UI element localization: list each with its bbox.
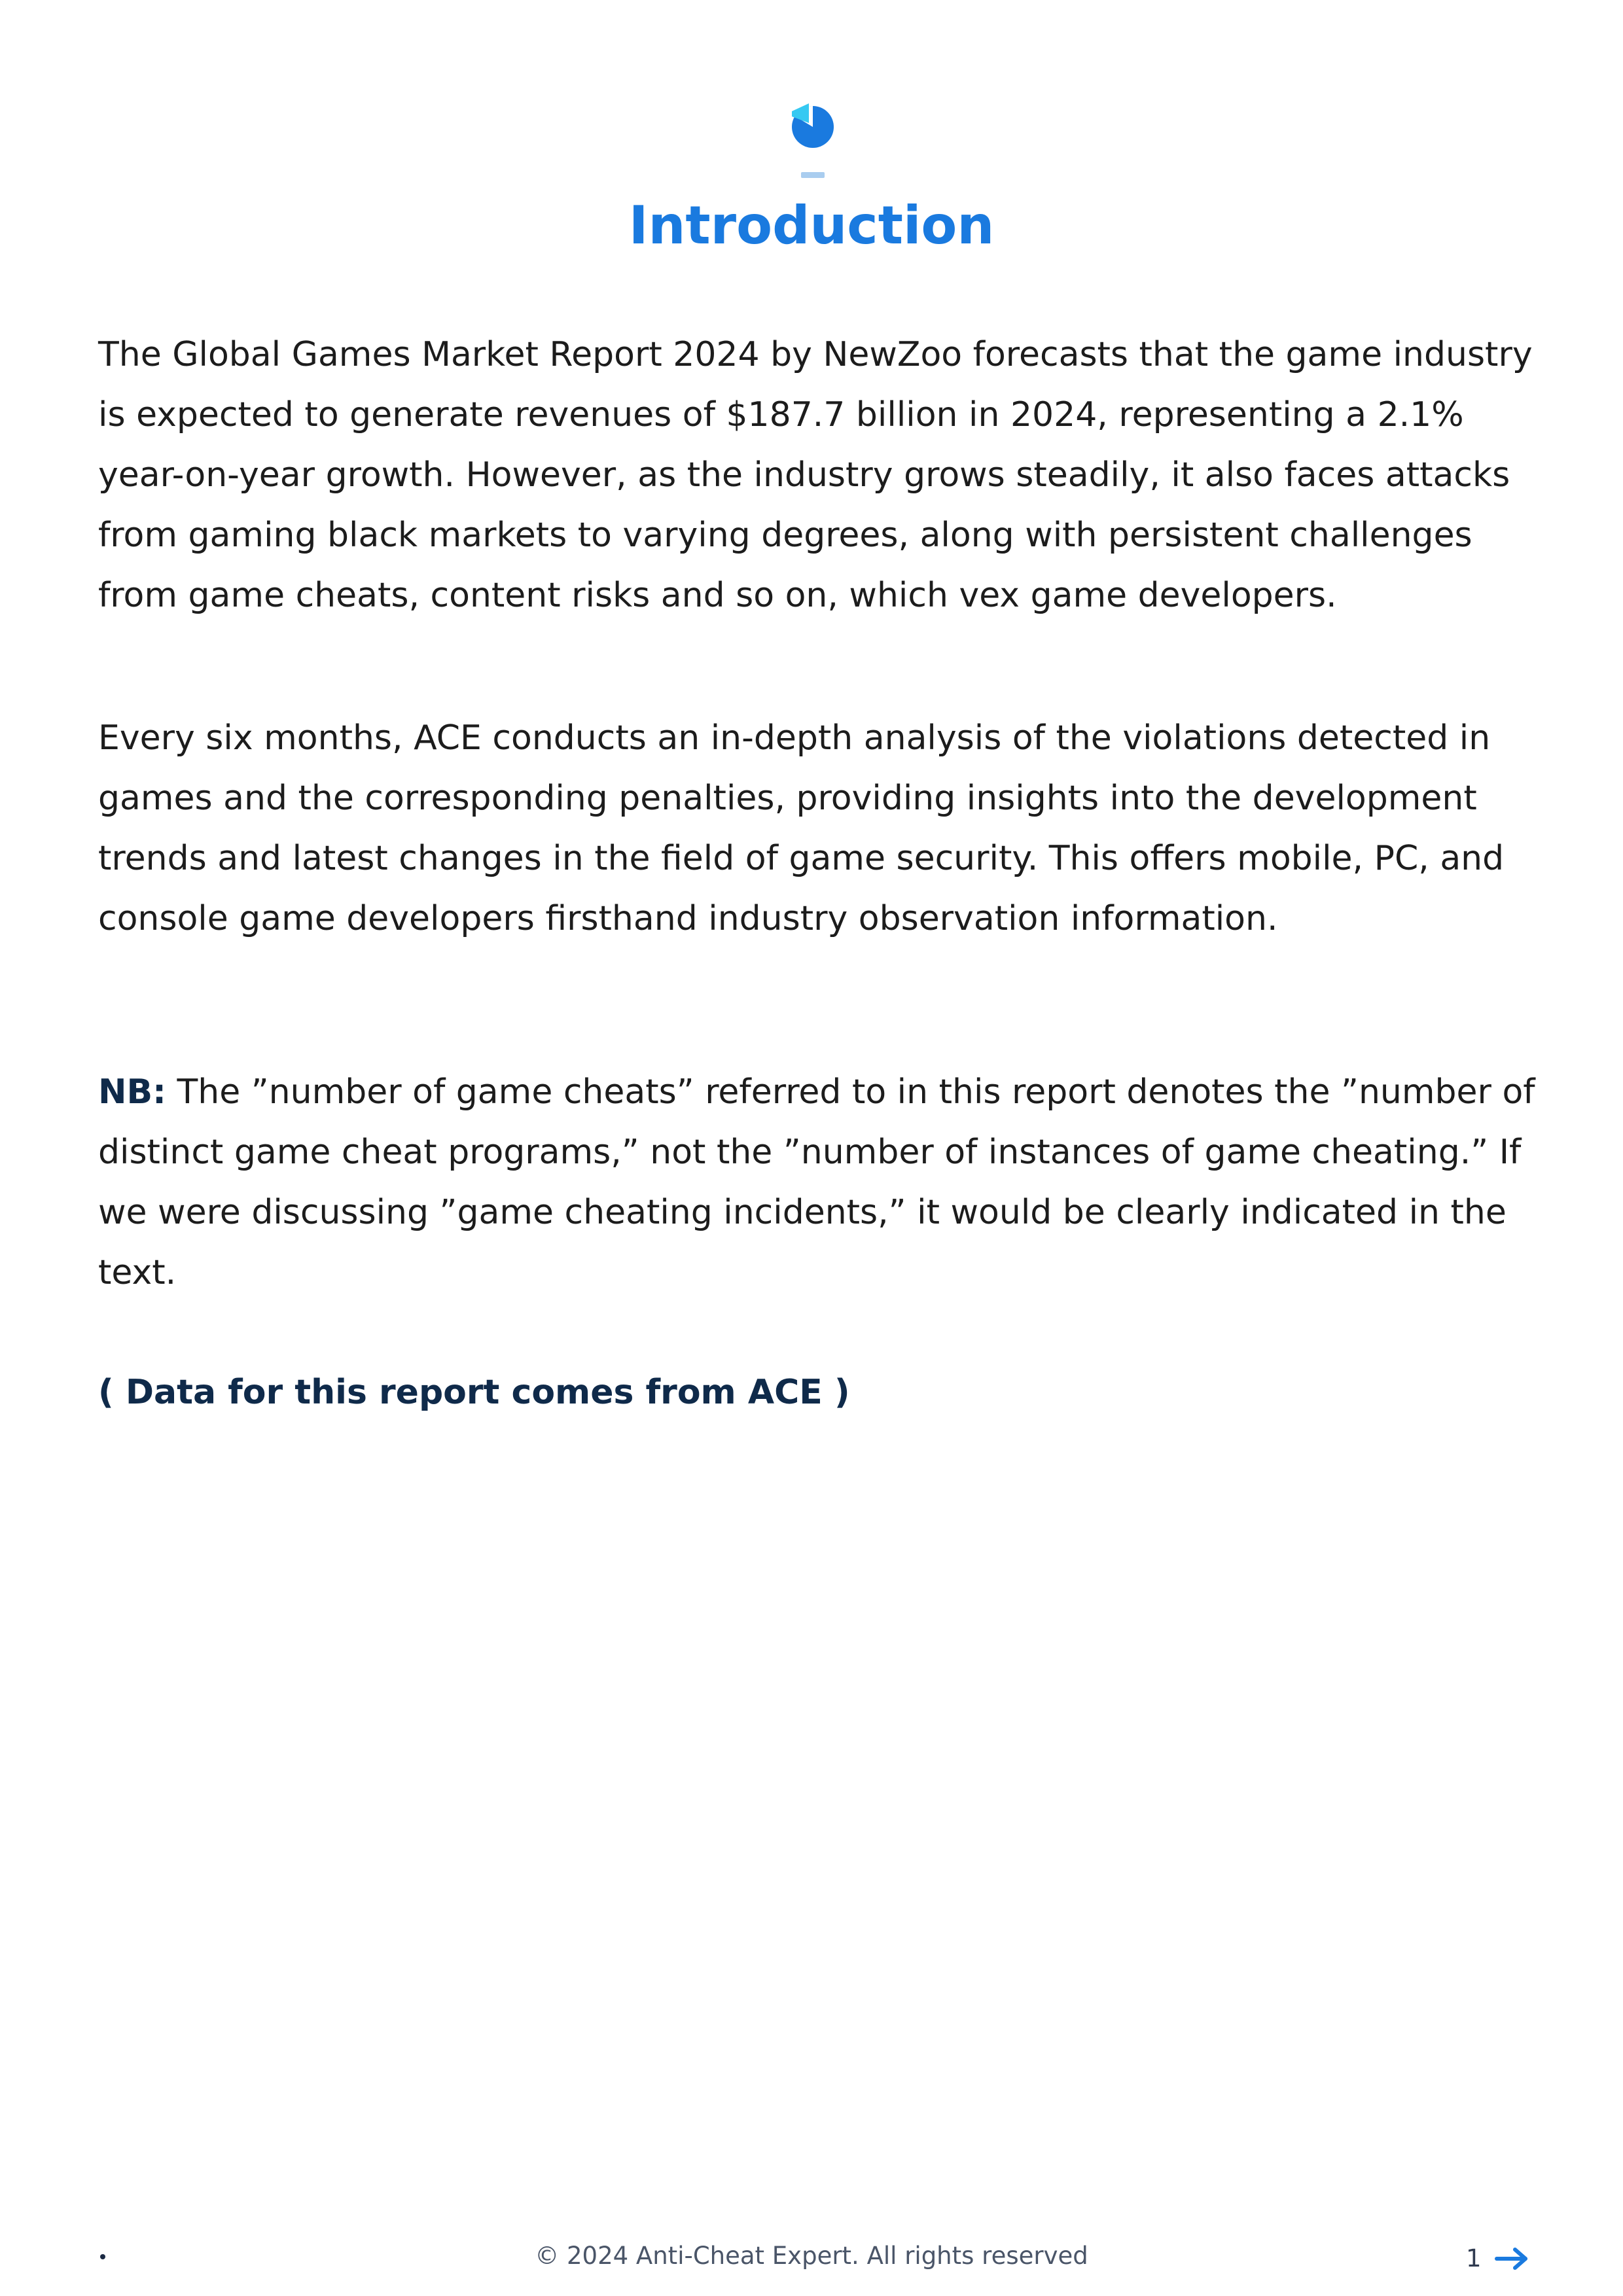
page-title: Introduction xyxy=(628,195,995,256)
arrow-right-icon[interactable] xyxy=(1494,2246,1531,2272)
data-source-note: ( Data for this report comes from ACE ) xyxy=(98,1373,850,1412)
page-number: 1 xyxy=(1466,2244,1482,2272)
nb-paragraph xyxy=(98,1062,1538,1303)
nb-text: The ”number of game cheats” referred to in this report denotes the ”number of distinct game cheat programs,” not the ”number of instances of game cheating.” If we were discussing ”game cheating incidents,” it would be clearly indicated in the text. xyxy=(98,1072,1535,1292)
intro-paragraph-1: The Global Games Market Report 2024 by NewZoo forecasts that the game industry is expected to generate revenues of $187.7 billion in 2024, representing a 2.1% year-on-year growth. However, as the industry grows steadily, it also faces attacks from gaming black markets to varying degrees, along with persistent challenges from game cheats, content risks and so on, which vex game developers. xyxy=(98,335,1533,615)
title-divider xyxy=(801,172,825,178)
footer-copyright: © 2024 Anti-Cheat Expert. All rights reserved xyxy=(535,2242,1088,2270)
nb-label: NB: xyxy=(98,1072,166,1112)
pie-chart-logo-icon xyxy=(785,98,838,150)
intro-paragraph-2: Every six months, ACE conducts an in-depth analysis of the violations detected in games and the corresponding penalties, providing insights into the development trends and latest changes in the field of game security. This offers mobile, PC, and console game developers firsthand industry observation information. xyxy=(98,718,1505,938)
